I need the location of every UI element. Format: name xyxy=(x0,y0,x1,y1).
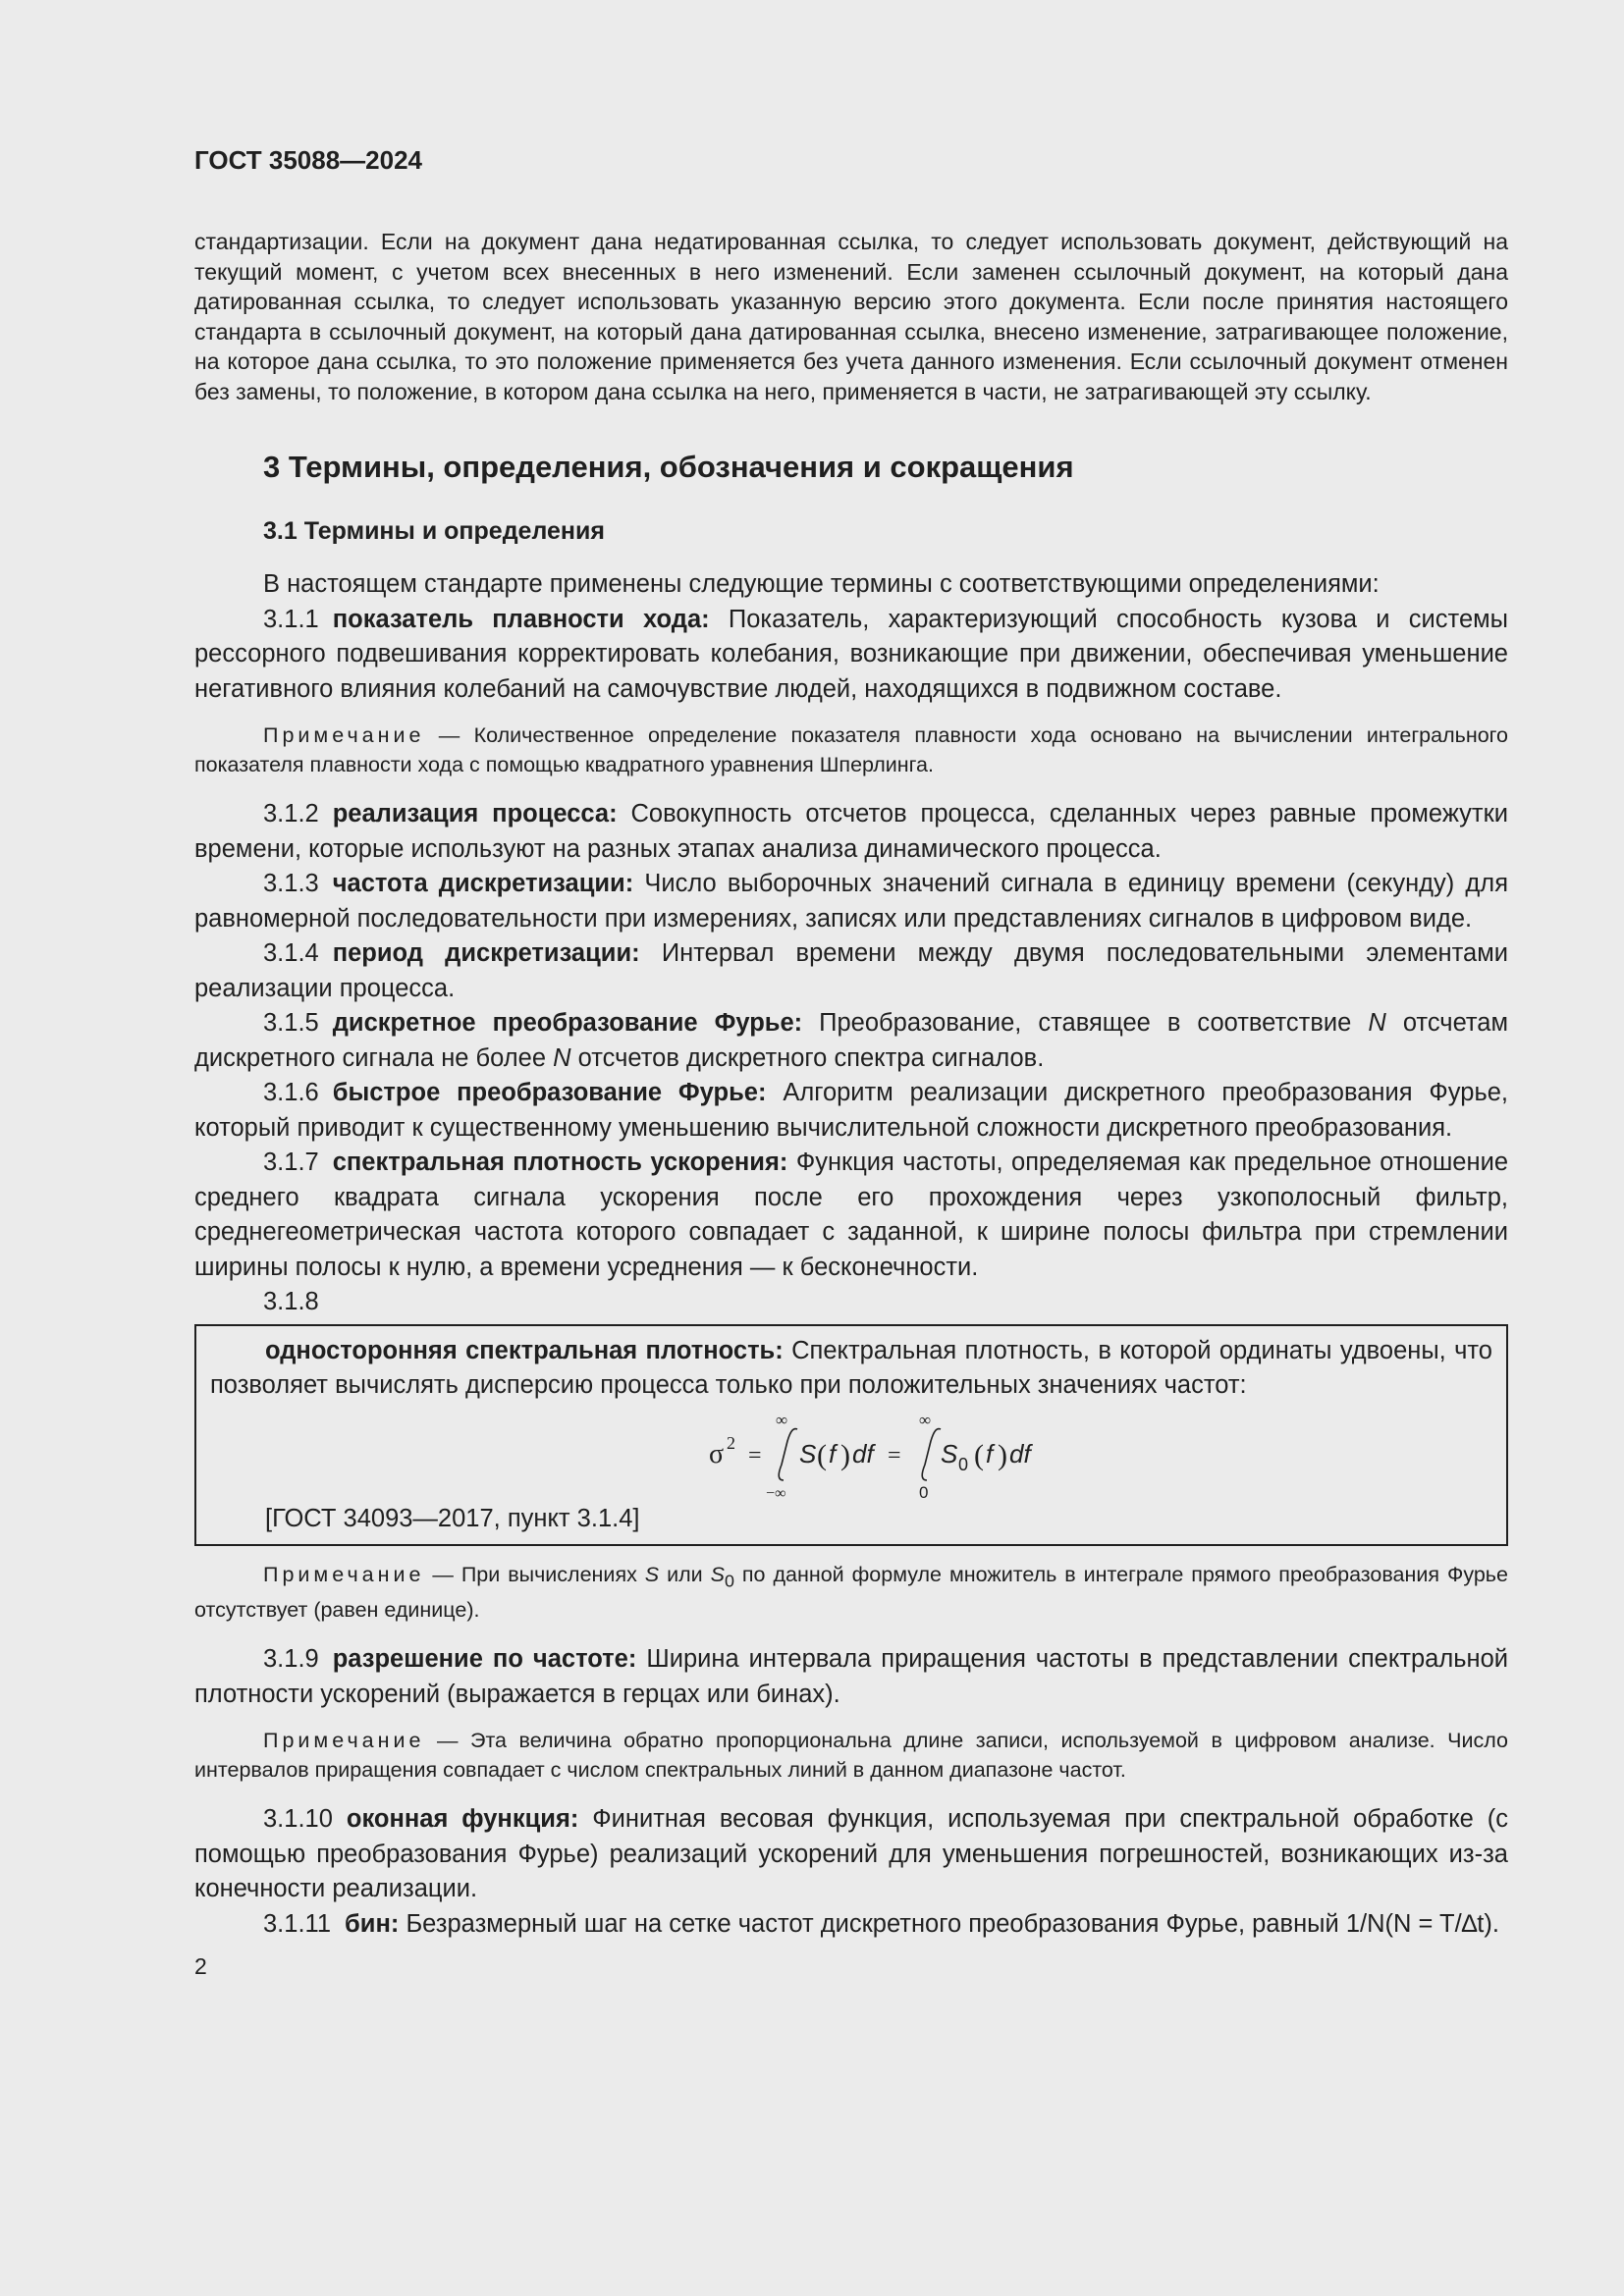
term-definition: Преобразование, ставящее в соответствие xyxy=(819,1009,1352,1037)
term-definition: Безразмерный шаг на сетке частот дискретного преобразования Фурье, равный xyxy=(406,1909,1339,1938)
term-3-1-11 xyxy=(194,1907,1508,1943)
term-3-1-7 xyxy=(194,1146,1508,1285)
term-definition: Показатель, характеризующий способность кузова и системы рессорного подвешивания корректировать колебания, возникающие при движении, обеспечивая уменьшение негативного влияния колебаний на самочувствие людей, находящихся в подвижном составе. xyxy=(194,605,1508,703)
term-3-1-10 xyxy=(194,1802,1508,1907)
note-text: — Количественное определение показателя плавности хода основано на вычислении интегрального показателя плавности хода с помощью квадратного уравнения Шперлинга. xyxy=(194,723,1508,776)
term-definition: Алгоритм реализации дискретного преобразования Фурье, который приводит к существенному уменьшению вычислительной сложности дискретного преобразования. xyxy=(194,1079,1508,1142)
term-definition-cont: отсчетам дискретного сигнала не более xyxy=(194,1009,1509,1072)
paren-close-1: ) xyxy=(840,1438,850,1471)
formula-s0-subscript: 0 xyxy=(958,1454,969,1474)
term-number: 3.1.3 xyxy=(263,870,319,897)
formula-df-1: df xyxy=(852,1438,874,1468)
formula-s0: S xyxy=(941,1438,958,1468)
term-3-1-3 xyxy=(194,867,1508,936)
term-number: 3.1.1 xyxy=(263,605,319,633)
formula-s: S xyxy=(799,1438,817,1468)
term-number: 3.1.4 xyxy=(263,939,319,967)
note-2 xyxy=(194,1560,1508,1625)
note-text-end: по данной формуле множитель в интеграле прямого преобразования Фурье отсутствует (равен единице). xyxy=(194,1563,1508,1623)
source-reference: [ГОСТ 34093—2017, пункт 3.1.4] xyxy=(265,1504,640,1532)
term-3-1-5 xyxy=(194,1006,1508,1076)
term-3-1-9 xyxy=(194,1642,1508,1712)
subsection-title: 3.1 Термины и определения xyxy=(263,517,605,545)
term-name: быстрое преобразование Фурье: xyxy=(332,1079,767,1106)
term-name: оконная функция: xyxy=(346,1805,579,1834)
note-text: — Эта величина обратно пропорциональна длине записи, используемой в цифровом анализе. Число интервалов приращения совпадает с числом спектральных линий в данном диапазоне частот. xyxy=(194,1729,1508,1783)
note-label: Примечание xyxy=(263,1729,425,1753)
integral-sign-1 xyxy=(779,1428,797,1480)
variable-s0: S xyxy=(710,1563,725,1586)
term-definition: Спектральная плотность, в которой ординаты удвоены, что позволяет вычислять дисперсию процесса только при положительных значениях частот: xyxy=(210,1336,1492,1399)
term-3-1-2 xyxy=(194,797,1508,867)
term-name: дискретное преобразование Фурье: xyxy=(332,1009,803,1037)
quoted-term-box xyxy=(194,1324,1508,1547)
term-name: показатель плавности хода: xyxy=(332,605,710,633)
formula-df-2: df xyxy=(1009,1438,1031,1468)
note-3 xyxy=(194,1726,1508,1785)
term-name: период дискретизации: xyxy=(332,939,640,967)
term-definition: Совокупность отсчетов процесса, сделанных через равные промежутки времени, которые используют на разных этапах анализа динамического процесса. xyxy=(194,800,1508,863)
formula-exponent: 2 xyxy=(727,1432,735,1453)
section-lead: В настоящем стандарте применены следующие термины с соответствующими определениями: xyxy=(263,570,1380,598)
document-header: ГОСТ 35088—2024 xyxy=(194,145,422,175)
term-name: разрешение по частоте: xyxy=(332,1645,637,1674)
formula-f-2: f xyxy=(986,1438,994,1468)
integral-lower-1: −∞ xyxy=(766,1484,786,1502)
integral-sign-2 xyxy=(922,1428,941,1480)
section-title: 3 Термины, определения, обозначения и сокращения xyxy=(263,450,1074,484)
variance-formula xyxy=(210,1404,1492,1502)
formula-f-1: f xyxy=(829,1438,837,1468)
term-3-1-4 xyxy=(194,936,1508,1006)
term-3-1-8 xyxy=(210,1334,1492,1404)
note-label: Примечание xyxy=(263,723,425,747)
variable-n: N xyxy=(1368,1009,1386,1037)
note-text-or: или xyxy=(667,1563,703,1586)
bin-formula: 1/N(N = T/∆t). xyxy=(1345,1909,1499,1938)
term-3-1-8-number: 3.1.8 xyxy=(263,1288,319,1315)
intro-paragraph: стандартизации. Если на документ дана недатированная ссылка, то следует использовать документ, действующий на текущий момент, с учетом всех внесенных в него изменений. Если заменен ссылочный документ, на который дана датированная ссылка, то следует использовать указанную версию этого документа. Если после принятия настоящего стандарта в ссылочный документ, на который дана датированная ссылка, внесено изменение, затрагивающее положение, на которое дана ссылка, то это положение применяется без учета данного изменения. Если ссылочный документ отменен без замены, то положение, в котором дана ссылка на него, применяется в части, не затрагивающей эту ссылку. xyxy=(194,229,1508,404)
integral-upper-2: ∞ xyxy=(919,1410,932,1429)
term-name: частота дискретизации: xyxy=(332,870,634,897)
term-3-1-6 xyxy=(194,1076,1508,1146)
formula-svg xyxy=(210,1404,1492,1502)
integral-upper-1: ∞ xyxy=(776,1410,788,1429)
term-definition: Функция частоты, определяемая как предельное отношение среднего квадрата сигнала ускорения после его прохождения через узкополосный фильтр, среднегеометрическая частота которого совпадает с заданной, к ширине полосы фильтра при стремлении ширины полосы к нулю, а времени усреднения — к бесконечности. xyxy=(194,1148,1509,1281)
paren-close-2: ) xyxy=(998,1438,1007,1471)
document-page xyxy=(194,145,1508,1980)
term-name: спектральная плотность ускорения: xyxy=(332,1148,788,1176)
paren-open-2: ( xyxy=(974,1438,984,1471)
formula-equals-2: = xyxy=(888,1442,901,1468)
term-name: односторонняя спектральная плотность: xyxy=(265,1336,784,1364)
variable-s: S xyxy=(644,1563,660,1586)
formula-equals: = xyxy=(748,1442,762,1468)
note-label: Примечание xyxy=(263,1563,425,1586)
paren-open-1: ( xyxy=(817,1438,827,1471)
term-definition-end: отсчетов дискретного спектра сигналов. xyxy=(577,1043,1045,1072)
term-definition: Финитная весовая функция, используемая при спектральной обработке (с помощью преобразования Фурье) реализаций ускорений для уменьшения погрешностей, возникающих из-за конечности реализации. xyxy=(194,1805,1509,1903)
term-definition: Число выборочных значений сигнала в единицу времени (секунду) для равномерной последовательности при измерениях, записях или представлениях сигналов в цифровом виде. xyxy=(194,870,1508,933)
formula-sigma: σ xyxy=(709,1438,725,1469)
term-name: реализация процесса: xyxy=(332,800,618,828)
page-number: 2 xyxy=(194,1953,207,1980)
variable-n: N xyxy=(553,1043,571,1072)
integral-lower-2: 0 xyxy=(919,1482,929,1502)
note-text: — При вычислениях xyxy=(432,1563,637,1586)
term-number: 3.1.9 xyxy=(263,1645,319,1674)
term-number: 3.1.7 xyxy=(263,1148,319,1176)
term-number: 3.1.5 xyxy=(263,1009,319,1037)
term-number: 3.1.11 xyxy=(263,1909,332,1938)
term-definition: Интервал времени между двумя последовательными элементами реализации процесса. xyxy=(194,939,1508,1002)
variable-s0-subscript: 0 xyxy=(724,1571,734,1591)
term-definition: Ширина интервала приращения частоты в представлении спектральной плотности ускорений (выражается в герцах или бинах). xyxy=(194,1645,1508,1708)
term-number: 3.1.10 xyxy=(263,1805,333,1834)
term-3-1-1 xyxy=(194,603,1508,708)
term-number: 3.1.2 xyxy=(263,800,319,828)
term-name: бин: xyxy=(345,1909,400,1938)
note-1 xyxy=(194,721,1508,779)
term-number: 3.1.6 xyxy=(263,1079,319,1106)
